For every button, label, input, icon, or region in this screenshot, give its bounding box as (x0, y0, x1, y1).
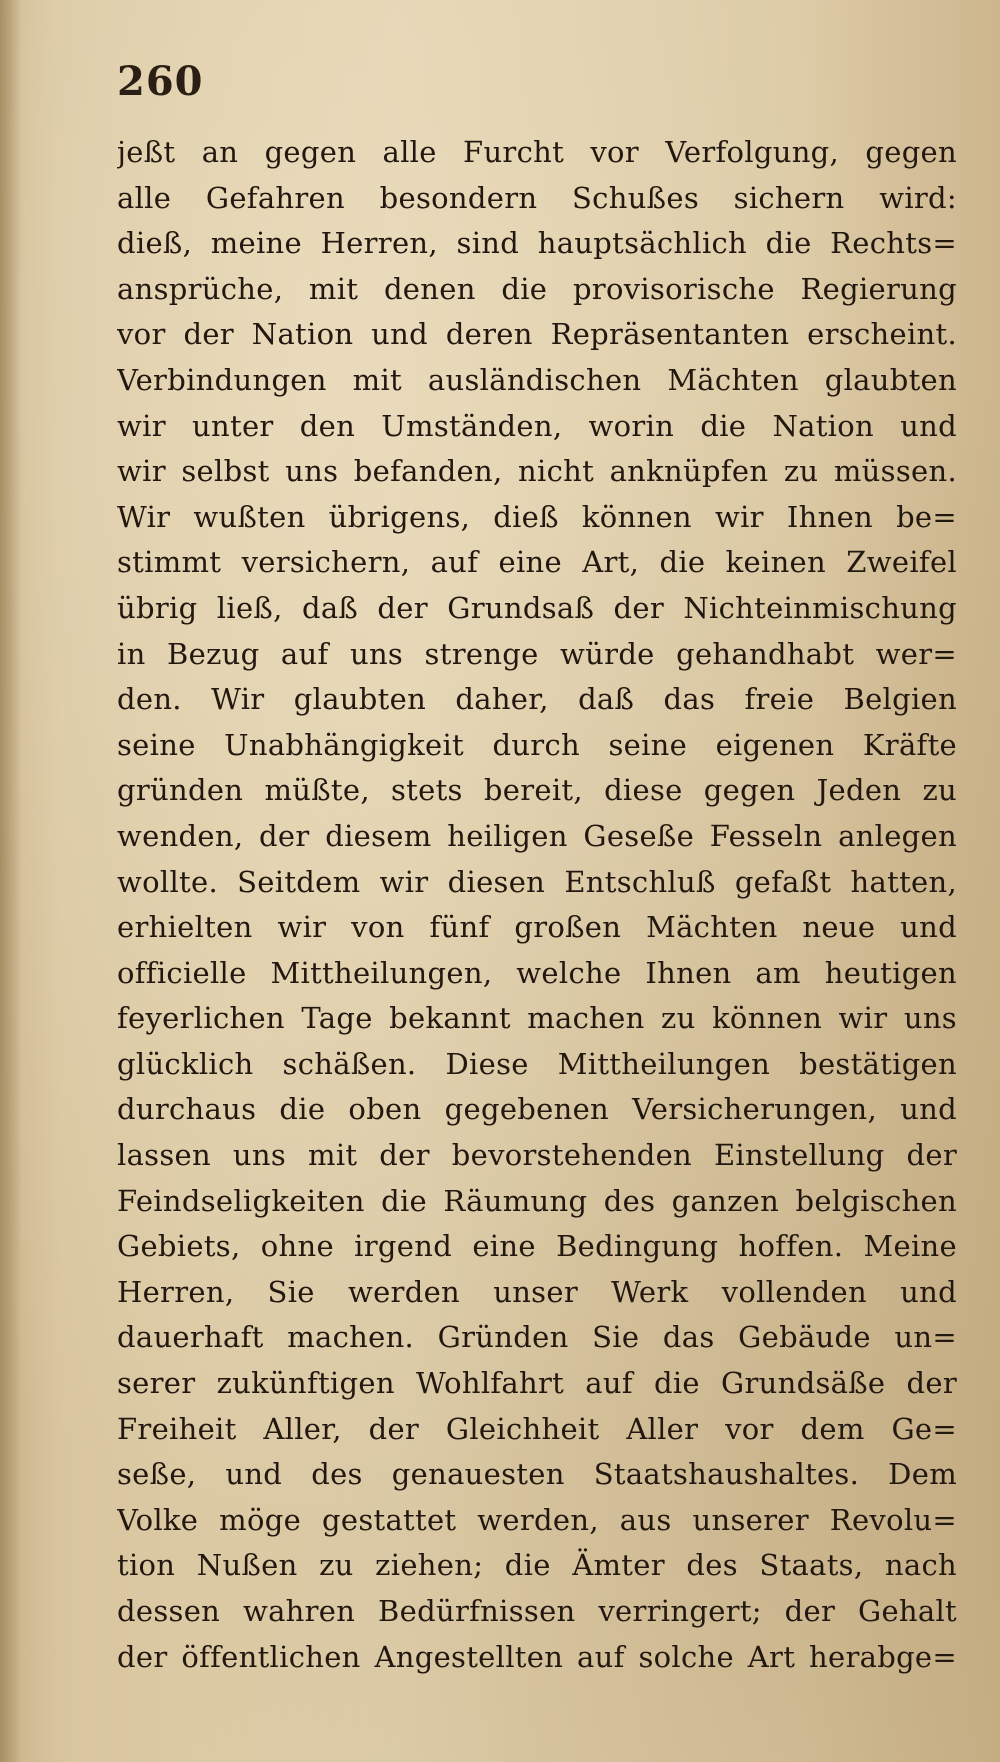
body-text (117, 130, 957, 1680)
text-line: wir unter den Umständen, worin die Nation und (117, 408, 957, 443)
text-line: Feindseligkeiten die Räumung des ganzen belgischen (117, 1183, 957, 1218)
text-line: tion Nußen zu ziehen; die Ämter des Staats, nach (117, 1548, 957, 1583)
text-line: wollte. Seitdem wir diesen Entschluß gefaßt hatten, (117, 864, 957, 899)
text-line: dauerhaft machen. Gründen Sie das Gebäude un= (117, 1320, 957, 1355)
text-line: seße, und des genauesten Staatshaushaltes. Dem (117, 1457, 957, 1492)
page-edge-shadow (0, 0, 22, 1762)
text-line: Freiheit Aller, der Gleichheit Aller vor dem Ge= (117, 1411, 957, 1446)
text-line: der öffentlichen Angestellten auf solche Art herabge= (117, 1639, 957, 1674)
text-line: dessen wahren Bedürfnissen verringert; der Gehalt (117, 1594, 957, 1628)
text-line: stimmt versichern, auf eine Art, die keinen Zweifel (117, 545, 957, 580)
text-line: Verbindungen mit ausländischen Mächten glaubten (117, 362, 957, 397)
text-line: seine Unabhängigkeit durch seine eigenen Kräfte (117, 727, 957, 762)
text-line: lassen uns mit der bevorstehenden Einstellung der (117, 1138, 957, 1173)
text-line: wir selbst uns befanden, nicht anknüpfen zu müssen. (117, 454, 957, 489)
text-line: durchaus die oben gegebenen Versicherungen, und (117, 1092, 957, 1127)
text-line: serer zukünftigen Wohlfahrt auf die Grundsäße der (117, 1366, 957, 1401)
text-line: wenden, der diesem heiligen Geseße Fesseln anlegen (117, 818, 957, 853)
text-line: Herren, Sie werden unser Werk vollenden und (117, 1274, 957, 1309)
text-line: Volke möge gestattet werden, aus unserer Revolu= (117, 1502, 957, 1537)
text-line: in Bezug auf uns strenge würde gehandhabt wer= (117, 636, 957, 671)
text-line: Wir wußten übrigens, dieß können wir Ihnen be= (117, 499, 957, 534)
text-line: jeßt an gegen alle Furcht vor Verfolgung, gegen (117, 135, 957, 169)
text-line: dieß, meine Herren, sind hauptsächlich die Rechts= (117, 226, 957, 261)
page-number: 260 (117, 58, 204, 105)
text-line: Gebiets, ohne irgend eine Bedingung hoffen. Meine (117, 1229, 957, 1264)
text-line: alle Gefahren besondern Schußes sichern wird: (117, 180, 957, 215)
text-line: glücklich schäßen. Diese Mittheilungen bestätigen (117, 1046, 957, 1081)
text-line: den. Wir glaubten daher, daß das freie Belgien (117, 682, 957, 717)
text-line: übrig ließ, daß der Grundsaß der Nichteinmischung (117, 590, 957, 625)
text-line: ansprüche, mit denen die provisorische Regierung (117, 271, 957, 306)
text-line: erhielten wir von fünf großen Mächten neue und (117, 910, 957, 945)
text-line: vor der Nation und deren Repräsentanten erscheint. (117, 317, 957, 352)
text-line: gründen müßte, stets bereit, diese gegen Jeden zu (117, 773, 957, 808)
text-line: feyerlichen Tage bekannt machen zu können wir uns (117, 1001, 957, 1036)
text-line: officielle Mittheilungen, welche Ihnen am heutigen (117, 955, 957, 990)
